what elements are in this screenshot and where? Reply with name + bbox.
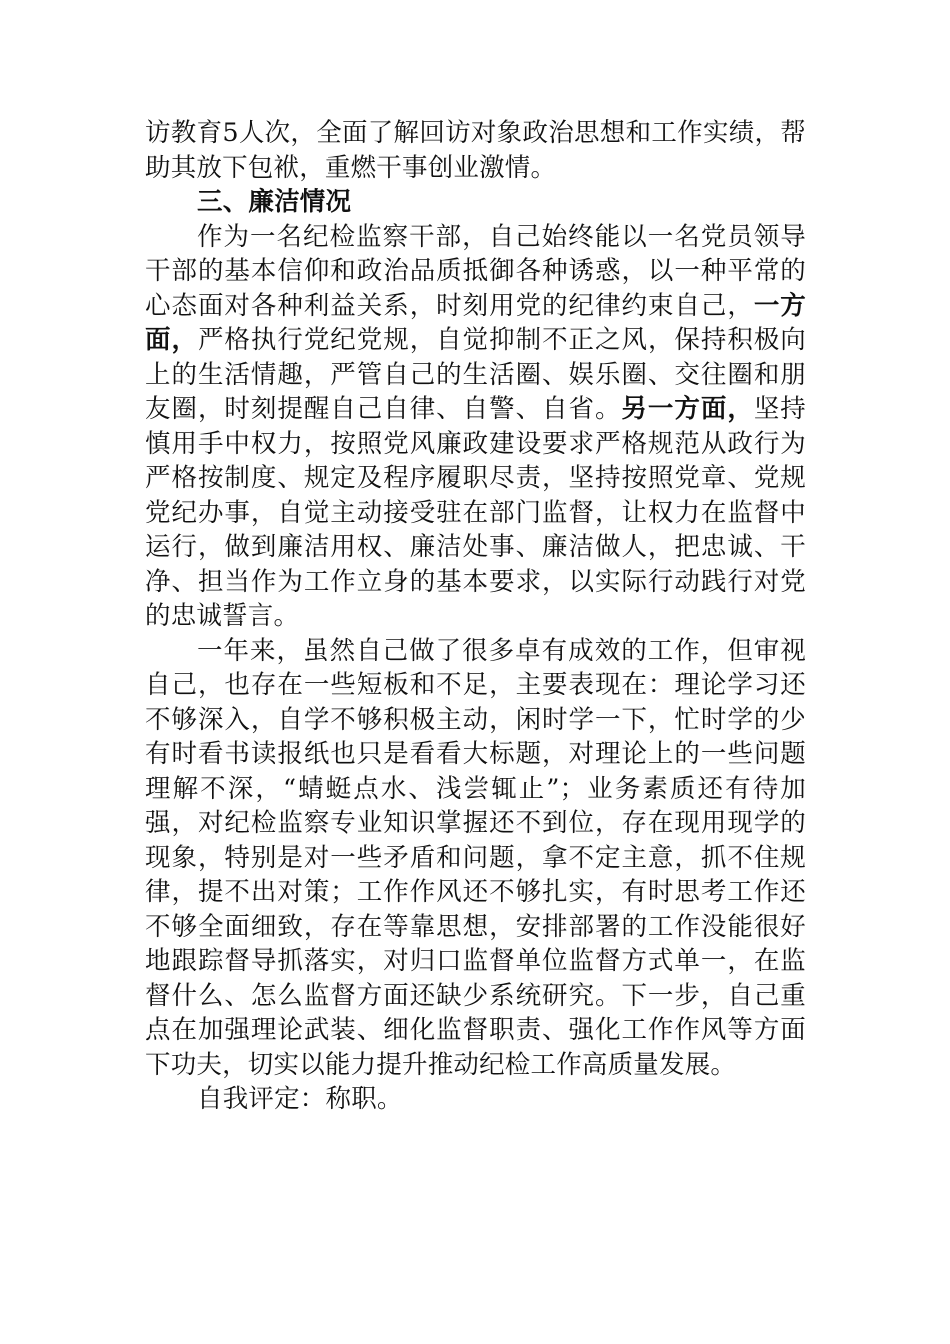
paragraph-integrity-text-c: 严格执行党纪党规，自觉抑制不正之风，保持积极向上的生活情趣，严管自己的生活圈、娱乐圈、交往圈和朋友圈，时刻提醒自己自律、自警、自省。 <box>145 325 806 424</box>
paragraph-integrity-text-a: 作为一名纪检监察干部，自己始终能以一名党员领导干部的基本信仰和政治品质抵御各种诱惑，以一种平常的心态面对各种利益关系，时刻用党的纪律约束自己， <box>145 221 806 321</box>
paragraph-continuation: 访教育5人次，全面了解回访对象政治思想和工作实绩，帮助其放下包袱，重燃干事创业激情。 <box>145 118 806 183</box>
paragraph-integrity-bold-other-side: 另一方面， <box>621 394 754 424</box>
section-heading-integrity: 三、廉洁情况 <box>197 187 352 217</box>
paragraph-integrity-bold-one-side: 一方面， <box>145 290 806 355</box>
paragraph-shortcomings: 一年来，虽然自己做了很多卓有成效的工作，但审视自己，也存在一些短板和不足，主要表现在：理论学习还不够深入，自学不够积极主动，闲时学一下，忙时学的少有时看书读报纸也只是看看大标题，对理论上的一些问题理解不深，“蜻蜓点水、浅尝辄止”；业务素质还有待加强，对纪检监察专业知识掌握还不到位，存在现用现学的现象，特别是对一些矛盾和问题，拿不定主意，抓不住规律，提不出对策；工作作风还不够扎实，有时思考工作还不够全面细致，存在等靠思想，安排部署的工作没能很好地跟踪督导抓落实，对归口监督单位监督方式单一，在监督什么、怎么监督方面还缺少系统研究。下一步，自己重点在加强理论武装、细化监督职责、强化工作作风等方面下功夫，切实以能力提升推动纪检工作高质量发展。 <box>145 635 806 1080</box>
paragraph-integrity <box>145 220 806 634</box>
document-page <box>145 116 806 1117</box>
paragraph-self-assessment: 自我评定：称职。 <box>197 1084 403 1114</box>
paragraph-integrity-text-e: 坚持慎用手中权力，按照党风廉政建设要求严格规范从政行为严格按制度、规定及程序履职尽责，坚持按照党章、党规党纪办事，自觉主动接受驻在部门监督，让权力在监督中运行，做到廉洁用权、廉洁处事、廉洁做人，把忠诚、干净、担当作为工作立身的基本要求，以实际行动践行对党的忠诚誓言。 <box>145 394 806 631</box>
